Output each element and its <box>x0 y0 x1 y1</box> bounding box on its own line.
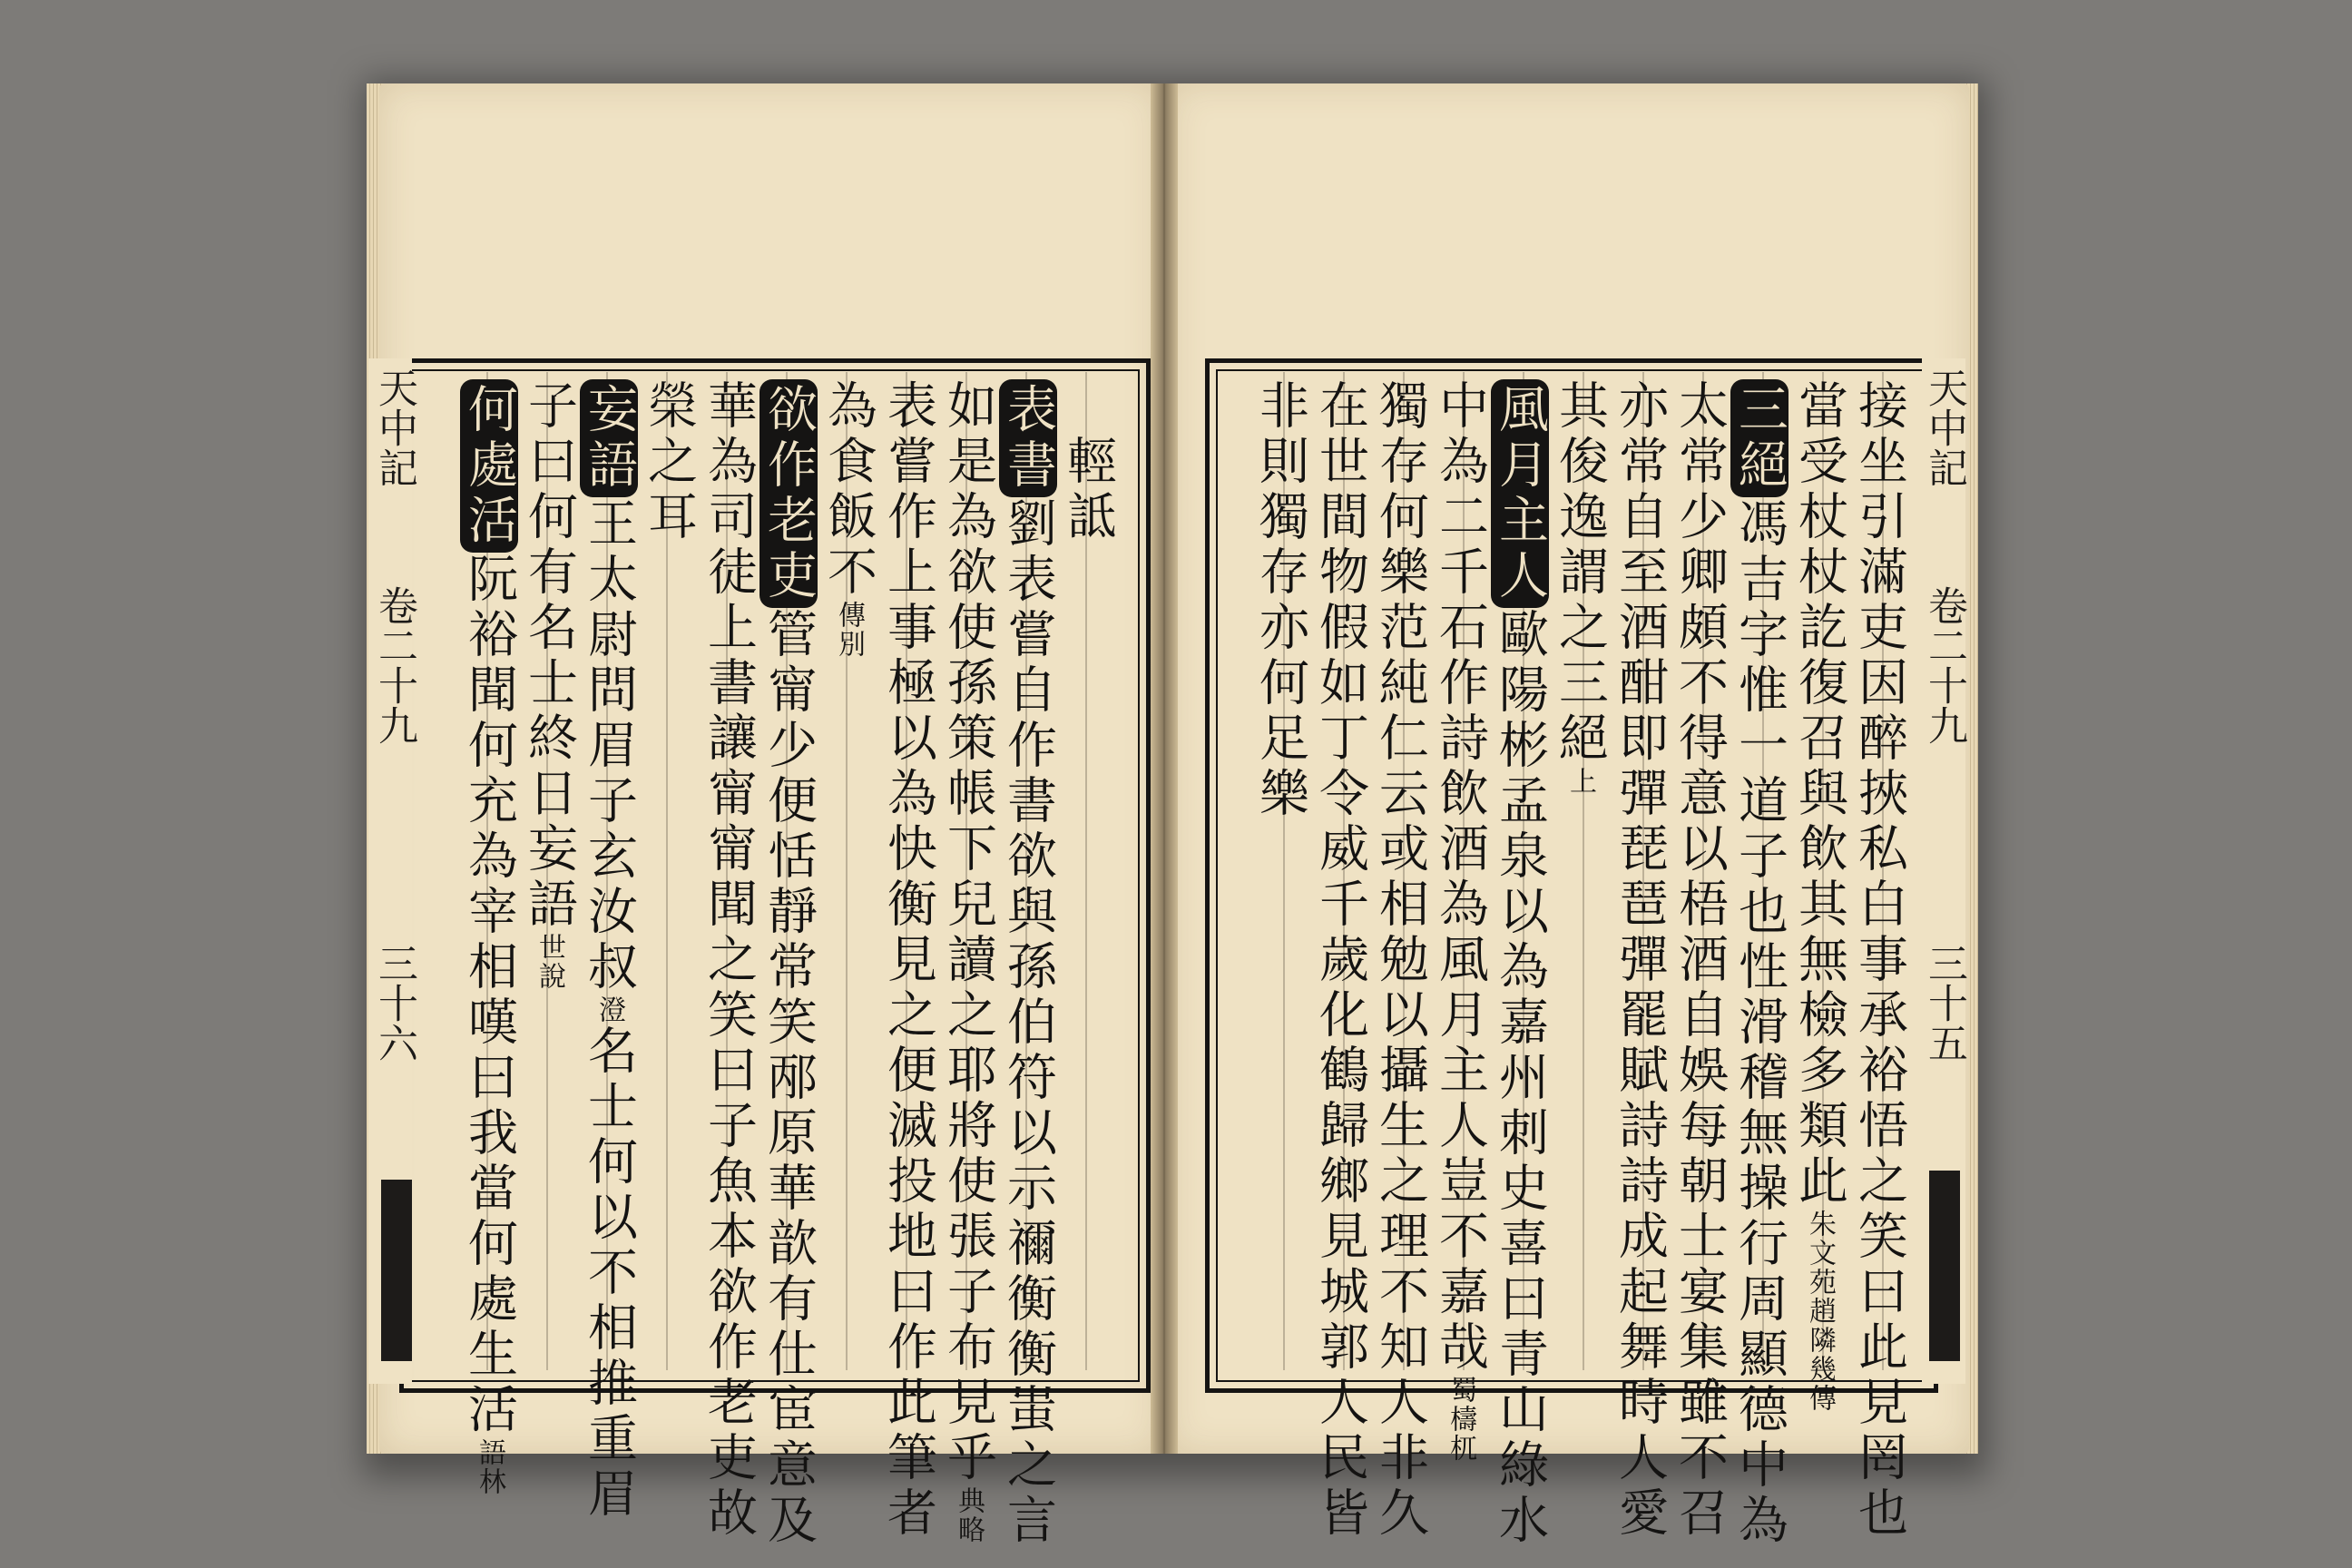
right_page-column <box>1788 379 1848 1413</box>
left-edge-volume: 卷二十九 <box>371 585 417 745</box>
right-edge-title <box>1921 368 1967 1063</box>
left_page-column <box>637 379 698 1364</box>
column-text: 表嘗作上事極以為快衡見之便滅投地曰作此筆者 <box>879 379 937 1542</box>
left-edge-page: 三十六 <box>371 943 417 1063</box>
column-text: 非則獨存亦何足樂 <box>1251 379 1309 822</box>
section-heading: 何處活 <box>460 379 518 553</box>
section-heading: 風月主人 <box>1491 379 1549 608</box>
section-heading: 妄語 <box>580 379 638 497</box>
right-edge-black-mark <box>1929 1171 1960 1361</box>
inline-note: 澄 <box>593 995 625 1024</box>
left_page-column <box>757 379 818 1549</box>
column-text: 榮之耳 <box>640 379 698 545</box>
right_page-column <box>1668 379 1729 1542</box>
inline-note: 傳別 <box>833 601 865 659</box>
column-text: 華為司徒上書讓甯甯聞之笑曰子魚本欲作老吏故 <box>700 379 758 1542</box>
left_page-column <box>877 379 937 1542</box>
right_page-column <box>1368 379 1429 1542</box>
left-edge-title <box>371 368 417 1063</box>
right-page-text <box>1225 379 1908 1549</box>
right_page-column <box>1608 379 1669 1542</box>
inline-note: 朱文苑趙隣幾傳 <box>1804 1210 1836 1413</box>
inline-note: 蜀檮杌 <box>1445 1376 1476 1463</box>
right_page-column <box>1548 379 1609 1364</box>
column-text: 子曰何有名士終日妄語 <box>520 379 578 933</box>
inline-note: 典略 <box>953 1486 985 1544</box>
column-text: 當受杖杖訖復召與飲其無檢多類此 <box>1790 379 1848 1210</box>
left_page-column <box>697 379 758 1542</box>
column-text: 名士何以不相推重眉 <box>580 1024 638 1523</box>
left-edge-black-mark <box>381 1180 412 1361</box>
column-text: 為食飯不 <box>819 379 877 601</box>
column-text: 太常少卿頗不得意以梧酒自娛每朝士宴集雖不召 <box>1671 379 1729 1542</box>
column-text: 歐陽彬孟泉以為嘉州刺史喜曰青山綠水 <box>1491 608 1549 1549</box>
right_page-column <box>1428 379 1489 1463</box>
column-text: 輕詆 <box>1059 379 1117 545</box>
left_page-column <box>517 379 578 1364</box>
section-heading: 欲作老吏 <box>760 379 818 608</box>
left-edge-label: 天中記 <box>371 368 417 487</box>
left_page-column <box>996 379 1057 1549</box>
section-heading: 三絕 <box>1730 379 1788 497</box>
inline-note: 上 <box>1564 767 1596 796</box>
left-page-text <box>426 379 1117 1549</box>
left_page-column <box>577 379 638 1523</box>
inline-note: 世說 <box>534 933 565 991</box>
column-text: 在世間物假如丁令威千歲化鶴歸鄉見城郭人民皆 <box>1311 379 1369 1542</box>
book-gutter <box>1151 83 1178 1454</box>
right-edge-page: 三十五 <box>1921 943 1967 1063</box>
section-heading: 表書 <box>999 379 1057 497</box>
right_page-column <box>1249 379 1309 1364</box>
left_page-column <box>936 379 997 1544</box>
right_page-column <box>1488 379 1549 1549</box>
column-text: 中為二千石作詩飲酒為風月主人豈不嘉哉 <box>1431 379 1489 1376</box>
column-text: 其俊逸謂之三絕 <box>1551 379 1609 767</box>
column-text: 如是為欲使孫策帳下兒讀之耶將使張子布見乎 <box>939 379 997 1486</box>
right_page-column <box>1847 379 1908 1542</box>
left_page-column <box>817 379 877 1364</box>
column-text: 管甯少便恬靜常笑邴原華歆有仕宦意及 <box>760 608 818 1549</box>
right_page-column <box>1308 379 1369 1542</box>
column-text: 阮裕聞何充為宰相嘆曰我當何處生活 <box>460 553 518 1438</box>
right_page-column <box>1728 379 1788 1549</box>
right-edge-label: 天中記 <box>1921 368 1967 487</box>
right-edge-volume: 卷二十九 <box>1921 585 1967 745</box>
column-text: 劉表嘗自作書欲與孫伯符以示禰衡衡蚩之言 <box>999 497 1057 1549</box>
column-text: 接坐引滿吏因醉挾私白事承裕悟之笑曰此見罔也 <box>1850 379 1908 1542</box>
column-text: 獨存何樂范純仁云或相勉以攝生之理不知人非久 <box>1371 379 1429 1542</box>
inline-note: 語林 <box>474 1438 505 1496</box>
left_page-column <box>457 379 518 1496</box>
left_page-column <box>1056 379 1117 1364</box>
column-text: 亦常自至酒酣即彈琵琶彈罷賦詩詩成起舞時人愛 <box>1611 379 1669 1542</box>
column-text: 馮吉字惟一道子也性滑稽無操行周顯德中為 <box>1730 497 1788 1549</box>
column-text: 王太尉問眉子玄汝叔 <box>580 497 638 995</box>
